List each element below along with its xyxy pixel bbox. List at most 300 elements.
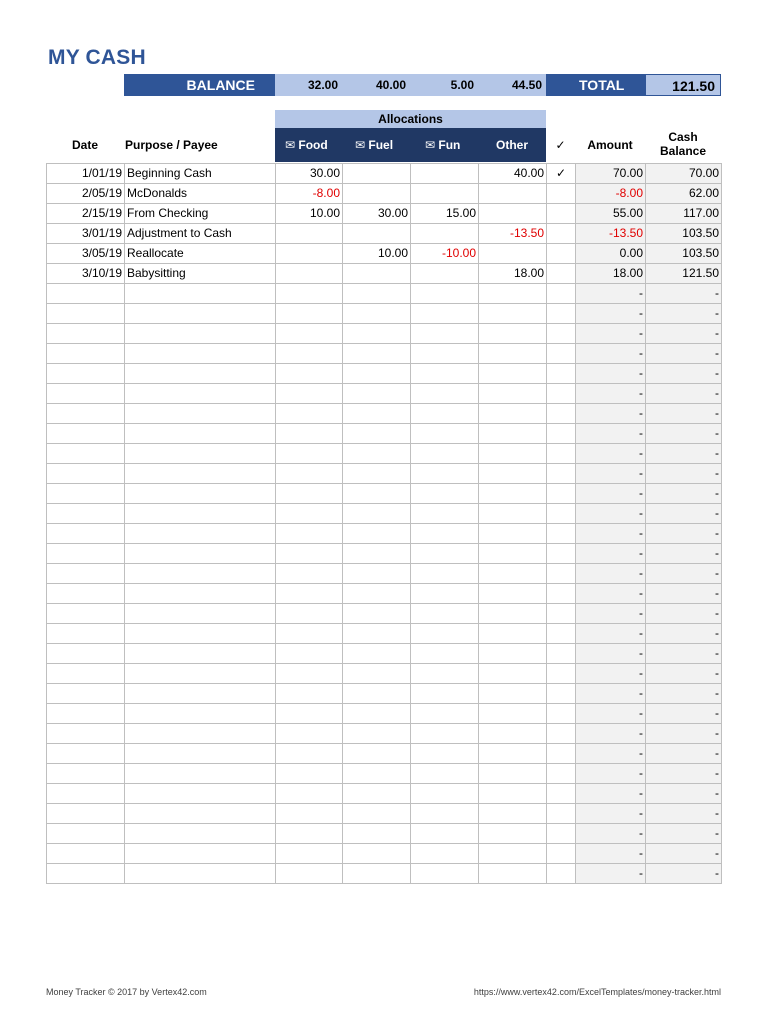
balance-cell[interactable]: - — [646, 284, 722, 304]
fuel-cell[interactable] — [343, 624, 411, 644]
check-cell[interactable] — [547, 564, 576, 584]
other-cell[interactable] — [479, 544, 547, 564]
fuel-cell[interactable] — [343, 364, 411, 384]
other-cell[interactable] — [479, 504, 547, 524]
payee-cell[interactable] — [125, 724, 276, 744]
fuel-cell[interactable] — [343, 664, 411, 684]
empty-row[interactable] — [47, 304, 722, 324]
payee-cell[interactable] — [125, 544, 276, 564]
fuel-cell[interactable] — [343, 604, 411, 624]
empty-row[interactable] — [47, 524, 722, 544]
payee-cell[interactable] — [125, 684, 276, 704]
balance-cell[interactable]: - — [646, 464, 722, 484]
empty-row[interactable] — [47, 324, 722, 344]
empty-row[interactable] — [47, 284, 722, 304]
amount-cell[interactable]: - — [576, 784, 646, 804]
food-cell[interactable] — [276, 724, 343, 744]
amount-cell[interactable]: - — [576, 604, 646, 624]
payee-cell[interactable] — [125, 464, 276, 484]
empty-row[interactable] — [47, 344, 722, 364]
fun-cell[interactable] — [411, 424, 479, 444]
date-cell[interactable] — [47, 464, 125, 484]
check-cell[interactable] — [547, 324, 576, 344]
empty-row[interactable] — [47, 544, 722, 564]
check-cell[interactable] — [547, 244, 576, 264]
payee-cell[interactable] — [125, 864, 276, 884]
balance-cell[interactable]: - — [646, 844, 722, 864]
balance-cell[interactable]: 103.50 — [646, 244, 722, 264]
amount-cell[interactable]: - — [576, 404, 646, 424]
date-cell[interactable] — [47, 504, 125, 524]
balance-cell[interactable]: - — [646, 744, 722, 764]
empty-row[interactable] — [47, 784, 722, 804]
amount-cell[interactable]: - — [576, 284, 646, 304]
empty-row[interactable] — [47, 604, 722, 624]
food-cell[interactable] — [276, 404, 343, 424]
fuel-cell[interactable] — [343, 324, 411, 344]
check-cell[interactable] — [547, 684, 576, 704]
fuel-cell[interactable] — [343, 864, 411, 884]
fun-cell[interactable] — [411, 844, 479, 864]
amount-cell[interactable]: - — [576, 544, 646, 564]
check-cell[interactable] — [547, 724, 576, 744]
check-cell[interactable] — [547, 804, 576, 824]
date-cell[interactable] — [47, 444, 125, 464]
balance-cell[interactable]: - — [646, 764, 722, 784]
fuel-cell[interactable] — [343, 584, 411, 604]
check-cell[interactable] — [547, 384, 576, 404]
balance-cell[interactable]: - — [646, 344, 722, 364]
date-cell[interactable]: 1/01/19 — [47, 164, 125, 184]
food-cell[interactable] — [276, 564, 343, 584]
other-cell[interactable] — [479, 784, 547, 804]
other-cell[interactable] — [479, 484, 547, 504]
empty-row[interactable] — [47, 584, 722, 604]
other-cell[interactable]: 18.00 — [479, 264, 547, 284]
date-cell[interactable] — [47, 784, 125, 804]
table-row[interactable] — [47, 204, 722, 224]
check-cell[interactable]: ✓ — [547, 164, 576, 184]
check-cell[interactable] — [547, 284, 576, 304]
fun-cell[interactable] — [411, 824, 479, 844]
fun-cell[interactable] — [411, 184, 479, 204]
empty-row[interactable] — [47, 464, 722, 484]
check-cell[interactable] — [547, 184, 576, 204]
fun-cell[interactable] — [411, 724, 479, 744]
food-cell[interactable] — [276, 284, 343, 304]
empty-row[interactable] — [47, 764, 722, 784]
balance-cell[interactable]: - — [646, 724, 722, 744]
check-cell[interactable] — [547, 224, 576, 244]
other-cell[interactable] — [479, 284, 547, 304]
fuel-cell[interactable] — [343, 384, 411, 404]
date-cell[interactable] — [47, 644, 125, 664]
fun-cell[interactable] — [411, 764, 479, 784]
food-cell[interactable] — [276, 744, 343, 764]
empty-row[interactable] — [47, 804, 722, 824]
amount-cell[interactable]: - — [576, 624, 646, 644]
empty-row[interactable] — [47, 424, 722, 444]
check-cell[interactable] — [547, 264, 576, 284]
amount-cell[interactable]: - — [576, 444, 646, 464]
fuel-cell[interactable] — [343, 484, 411, 504]
fun-cell[interactable] — [411, 304, 479, 324]
check-cell[interactable] — [547, 824, 576, 844]
fuel-cell[interactable] — [343, 544, 411, 564]
fuel-cell[interactable] — [343, 464, 411, 484]
fun-cell[interactable] — [411, 644, 479, 664]
check-cell[interactable] — [547, 364, 576, 384]
other-cell[interactable] — [479, 704, 547, 724]
check-cell[interactable] — [547, 624, 576, 644]
check-cell[interactable] — [547, 444, 576, 464]
fun-cell[interactable] — [411, 744, 479, 764]
food-cell[interactable] — [276, 384, 343, 404]
food-cell[interactable] — [276, 604, 343, 624]
other-cell[interactable] — [479, 424, 547, 444]
amount-cell[interactable]: 55.00 — [576, 204, 646, 224]
check-cell[interactable] — [547, 544, 576, 564]
fuel-cell[interactable] — [343, 304, 411, 324]
balance-cell[interactable]: - — [646, 664, 722, 684]
date-cell[interactable] — [47, 284, 125, 304]
balance-cell[interactable]: - — [646, 824, 722, 844]
fuel-cell[interactable] — [343, 344, 411, 364]
payee-cell[interactable]: Beginning Cash — [125, 164, 276, 184]
balance-cell[interactable]: - — [646, 804, 722, 824]
balance-cell[interactable]: - — [646, 504, 722, 524]
amount-cell[interactable]: - — [576, 424, 646, 444]
fuel-cell[interactable] — [343, 744, 411, 764]
amount-cell[interactable]: - — [576, 564, 646, 584]
payee-cell[interactable] — [125, 784, 276, 804]
amount-cell[interactable]: 70.00 — [576, 164, 646, 184]
balance-cell[interactable]: - — [646, 584, 722, 604]
fuel-cell[interactable] — [343, 264, 411, 284]
fuel-cell[interactable]: 10.00 — [343, 244, 411, 264]
food-cell[interactable]: 10.00 — [276, 204, 343, 224]
payee-cell[interactable]: Adjustment to Cash — [125, 224, 276, 244]
payee-cell[interactable] — [125, 424, 276, 444]
check-cell[interactable] — [547, 464, 576, 484]
fun-cell[interactable] — [411, 384, 479, 404]
other-cell[interactable] — [479, 764, 547, 784]
fuel-cell[interactable] — [343, 164, 411, 184]
fun-cell[interactable] — [411, 164, 479, 184]
empty-row[interactable] — [47, 824, 722, 844]
payee-cell[interactable] — [125, 504, 276, 524]
balance-cell[interactable]: - — [646, 324, 722, 344]
empty-row[interactable] — [47, 504, 722, 524]
fun-cell[interactable] — [411, 264, 479, 284]
balance-cell[interactable]: - — [646, 544, 722, 564]
balance-cell[interactable]: 117.00 — [646, 204, 722, 224]
empty-row[interactable] — [47, 684, 722, 704]
food-cell[interactable] — [276, 644, 343, 664]
balance-cell[interactable]: - — [646, 604, 722, 624]
fuel-cell[interactable] — [343, 444, 411, 464]
balance-cell[interactable]: - — [646, 784, 722, 804]
date-cell[interactable] — [47, 864, 125, 884]
empty-row[interactable] — [47, 444, 722, 464]
balance-cell[interactable]: - — [646, 864, 722, 884]
payee-cell[interactable] — [125, 744, 276, 764]
fun-cell[interactable] — [411, 804, 479, 824]
food-cell[interactable]: -8.00 — [276, 184, 343, 204]
fun-cell[interactable] — [411, 464, 479, 484]
check-cell[interactable] — [547, 704, 576, 724]
fuel-cell[interactable] — [343, 184, 411, 204]
balance-cell[interactable]: - — [646, 704, 722, 724]
amount-cell[interactable]: - — [576, 844, 646, 864]
payee-cell[interactable]: McDonalds — [125, 184, 276, 204]
payee-cell[interactable] — [125, 804, 276, 824]
payee-cell[interactable] — [125, 704, 276, 724]
other-cell[interactable] — [479, 604, 547, 624]
fuel-cell[interactable] — [343, 504, 411, 524]
fuel-cell[interactable] — [343, 804, 411, 824]
fun-cell[interactable]: -10.00 — [411, 244, 479, 264]
fun-cell[interactable] — [411, 224, 479, 244]
payee-cell[interactable] — [125, 644, 276, 664]
check-cell[interactable] — [547, 604, 576, 624]
food-cell[interactable]: 30.00 — [276, 164, 343, 184]
check-cell[interactable] — [547, 404, 576, 424]
amount-cell[interactable]: 18.00 — [576, 264, 646, 284]
fuel-cell[interactable] — [343, 424, 411, 444]
date-cell[interactable] — [47, 344, 125, 364]
other-cell[interactable] — [479, 364, 547, 384]
date-cell[interactable]: 3/10/19 — [47, 264, 125, 284]
other-cell[interactable] — [479, 824, 547, 844]
table-row[interactable] — [47, 184, 722, 204]
fun-cell[interactable] — [411, 664, 479, 684]
amount-cell[interactable]: - — [576, 584, 646, 604]
date-cell[interactable] — [47, 304, 125, 324]
date-cell[interactable] — [47, 524, 125, 544]
date-cell[interactable] — [47, 604, 125, 624]
amount-cell[interactable]: - — [576, 664, 646, 684]
food-cell[interactable] — [276, 524, 343, 544]
payee-cell[interactable] — [125, 604, 276, 624]
other-cell[interactable] — [479, 724, 547, 744]
food-cell[interactable] — [276, 244, 343, 264]
amount-cell[interactable]: -8.00 — [576, 184, 646, 204]
balance-cell[interactable]: 121.50 — [646, 264, 722, 284]
check-cell[interactable] — [547, 584, 576, 604]
payee-cell[interactable] — [125, 584, 276, 604]
table-row[interactable] — [47, 264, 722, 284]
balance-cell[interactable]: - — [646, 684, 722, 704]
food-cell[interactable] — [276, 424, 343, 444]
payee-cell[interactable] — [125, 664, 276, 684]
payee-cell[interactable] — [125, 344, 276, 364]
other-cell[interactable] — [479, 664, 547, 684]
other-cell[interactable] — [479, 644, 547, 664]
empty-row[interactable] — [47, 364, 722, 384]
other-cell[interactable] — [479, 744, 547, 764]
date-cell[interactable] — [47, 844, 125, 864]
food-cell[interactable] — [276, 264, 343, 284]
date-cell[interactable] — [47, 704, 125, 724]
balance-cell[interactable]: 70.00 — [646, 164, 722, 184]
payee-cell[interactable] — [125, 284, 276, 304]
amount-cell[interactable]: - — [576, 484, 646, 504]
check-cell[interactable] — [547, 424, 576, 444]
payee-cell[interactable]: From Checking — [125, 204, 276, 224]
amount-cell[interactable]: - — [576, 324, 646, 344]
fun-cell[interactable] — [411, 704, 479, 724]
other-cell[interactable] — [479, 244, 547, 264]
empty-row[interactable] — [47, 624, 722, 644]
other-cell[interactable] — [479, 804, 547, 824]
food-cell[interactable] — [276, 684, 343, 704]
date-cell[interactable] — [47, 824, 125, 844]
balance-cell[interactable]: - — [646, 524, 722, 544]
payee-cell[interactable]: Reallocate — [125, 244, 276, 264]
empty-row[interactable] — [47, 704, 722, 724]
amount-cell[interactable]: - — [576, 504, 646, 524]
fuel-cell[interactable] — [343, 524, 411, 544]
fun-cell[interactable]: 15.00 — [411, 204, 479, 224]
table-row[interactable] — [47, 224, 722, 244]
food-cell[interactable] — [276, 364, 343, 384]
amount-cell[interactable]: 0.00 — [576, 244, 646, 264]
food-cell[interactable] — [276, 444, 343, 464]
other-cell[interactable] — [479, 384, 547, 404]
other-cell[interactable] — [479, 584, 547, 604]
fun-cell[interactable] — [411, 584, 479, 604]
payee-cell[interactable] — [125, 384, 276, 404]
empty-row[interactable] — [47, 864, 722, 884]
other-cell[interactable] — [479, 324, 547, 344]
check-cell[interactable] — [547, 784, 576, 804]
date-cell[interactable] — [47, 804, 125, 824]
payee-cell[interactable]: Babysitting — [125, 264, 276, 284]
date-cell[interactable]: 2/15/19 — [47, 204, 125, 224]
payee-cell[interactable] — [125, 844, 276, 864]
amount-cell[interactable]: - — [576, 684, 646, 704]
fuel-cell[interactable] — [343, 684, 411, 704]
food-cell[interactable] — [276, 804, 343, 824]
other-cell[interactable] — [479, 204, 547, 224]
empty-row[interactable] — [47, 484, 722, 504]
check-cell[interactable] — [547, 844, 576, 864]
fuel-cell[interactable]: 30.00 — [343, 204, 411, 224]
date-cell[interactable] — [47, 624, 125, 644]
fun-cell[interactable] — [411, 564, 479, 584]
fuel-cell[interactable] — [343, 724, 411, 744]
check-cell[interactable] — [547, 664, 576, 684]
payee-cell[interactable] — [125, 404, 276, 424]
fuel-cell[interactable] — [343, 784, 411, 804]
other-cell[interactable] — [479, 344, 547, 364]
food-cell[interactable] — [276, 824, 343, 844]
amount-cell[interactable]: - — [576, 824, 646, 844]
balance-cell[interactable]: 103.50 — [646, 224, 722, 244]
balance-cell[interactable]: - — [646, 444, 722, 464]
empty-row[interactable] — [47, 844, 722, 864]
payee-cell[interactable] — [125, 484, 276, 504]
check-cell[interactable] — [547, 864, 576, 884]
other-cell[interactable] — [479, 464, 547, 484]
food-cell[interactable] — [276, 224, 343, 244]
date-cell[interactable] — [47, 324, 125, 344]
footer-url[interactable]: https://www.vertex42.com/ExcelTemplates/money-tracker.html — [473, 987, 721, 997]
fun-cell[interactable] — [411, 404, 479, 424]
fun-cell[interactable] — [411, 864, 479, 884]
check-cell[interactable] — [547, 304, 576, 324]
empty-row[interactable] — [47, 744, 722, 764]
food-cell[interactable] — [276, 504, 343, 524]
payee-cell[interactable] — [125, 364, 276, 384]
amount-cell[interactable]: - — [576, 364, 646, 384]
amount-cell[interactable]: - — [576, 704, 646, 724]
empty-row[interactable] — [47, 384, 722, 404]
food-cell[interactable] — [276, 784, 343, 804]
empty-row[interactable] — [47, 564, 722, 584]
date-cell[interactable] — [47, 584, 125, 604]
amount-cell[interactable]: - — [576, 344, 646, 364]
payee-cell[interactable] — [125, 564, 276, 584]
balance-cell[interactable]: 62.00 — [646, 184, 722, 204]
date-cell[interactable] — [47, 424, 125, 444]
amount-cell[interactable]: - — [576, 524, 646, 544]
food-cell[interactable] — [276, 324, 343, 344]
amount-cell[interactable]: - — [576, 304, 646, 324]
food-cell[interactable] — [276, 544, 343, 564]
amount-cell[interactable]: - — [576, 644, 646, 664]
food-cell[interactable] — [276, 484, 343, 504]
fuel-cell[interactable] — [343, 644, 411, 664]
fun-cell[interactable] — [411, 604, 479, 624]
balance-cell[interactable]: - — [646, 384, 722, 404]
fun-cell[interactable] — [411, 784, 479, 804]
food-cell[interactable] — [276, 624, 343, 644]
fuel-cell[interactable] — [343, 764, 411, 784]
check-cell[interactable] — [547, 204, 576, 224]
balance-cell[interactable]: - — [646, 304, 722, 324]
amount-cell[interactable]: -13.50 — [576, 224, 646, 244]
payee-cell[interactable] — [125, 624, 276, 644]
other-cell[interactable] — [479, 184, 547, 204]
date-cell[interactable] — [47, 664, 125, 684]
check-cell[interactable] — [547, 644, 576, 664]
empty-row[interactable] — [47, 644, 722, 664]
check-cell[interactable] — [547, 484, 576, 504]
food-cell[interactable] — [276, 864, 343, 884]
other-cell[interactable]: 40.00 — [479, 164, 547, 184]
balance-cell[interactable]: - — [646, 624, 722, 644]
amount-cell[interactable]: - — [576, 804, 646, 824]
date-cell[interactable]: 2/05/19 — [47, 184, 125, 204]
other-cell[interactable] — [479, 524, 547, 544]
date-cell[interactable] — [47, 384, 125, 404]
payee-cell[interactable] — [125, 324, 276, 344]
date-cell[interactable] — [47, 484, 125, 504]
fun-cell[interactable] — [411, 484, 479, 504]
payee-cell[interactable] — [125, 444, 276, 464]
food-cell[interactable] — [276, 764, 343, 784]
payee-cell[interactable] — [125, 524, 276, 544]
amount-cell[interactable]: - — [576, 384, 646, 404]
check-cell[interactable] — [547, 504, 576, 524]
fun-cell[interactable] — [411, 364, 479, 384]
other-cell[interactable] — [479, 444, 547, 464]
amount-cell[interactable]: - — [576, 464, 646, 484]
date-cell[interactable]: 3/05/19 — [47, 244, 125, 264]
table-row[interactable] — [47, 244, 722, 264]
